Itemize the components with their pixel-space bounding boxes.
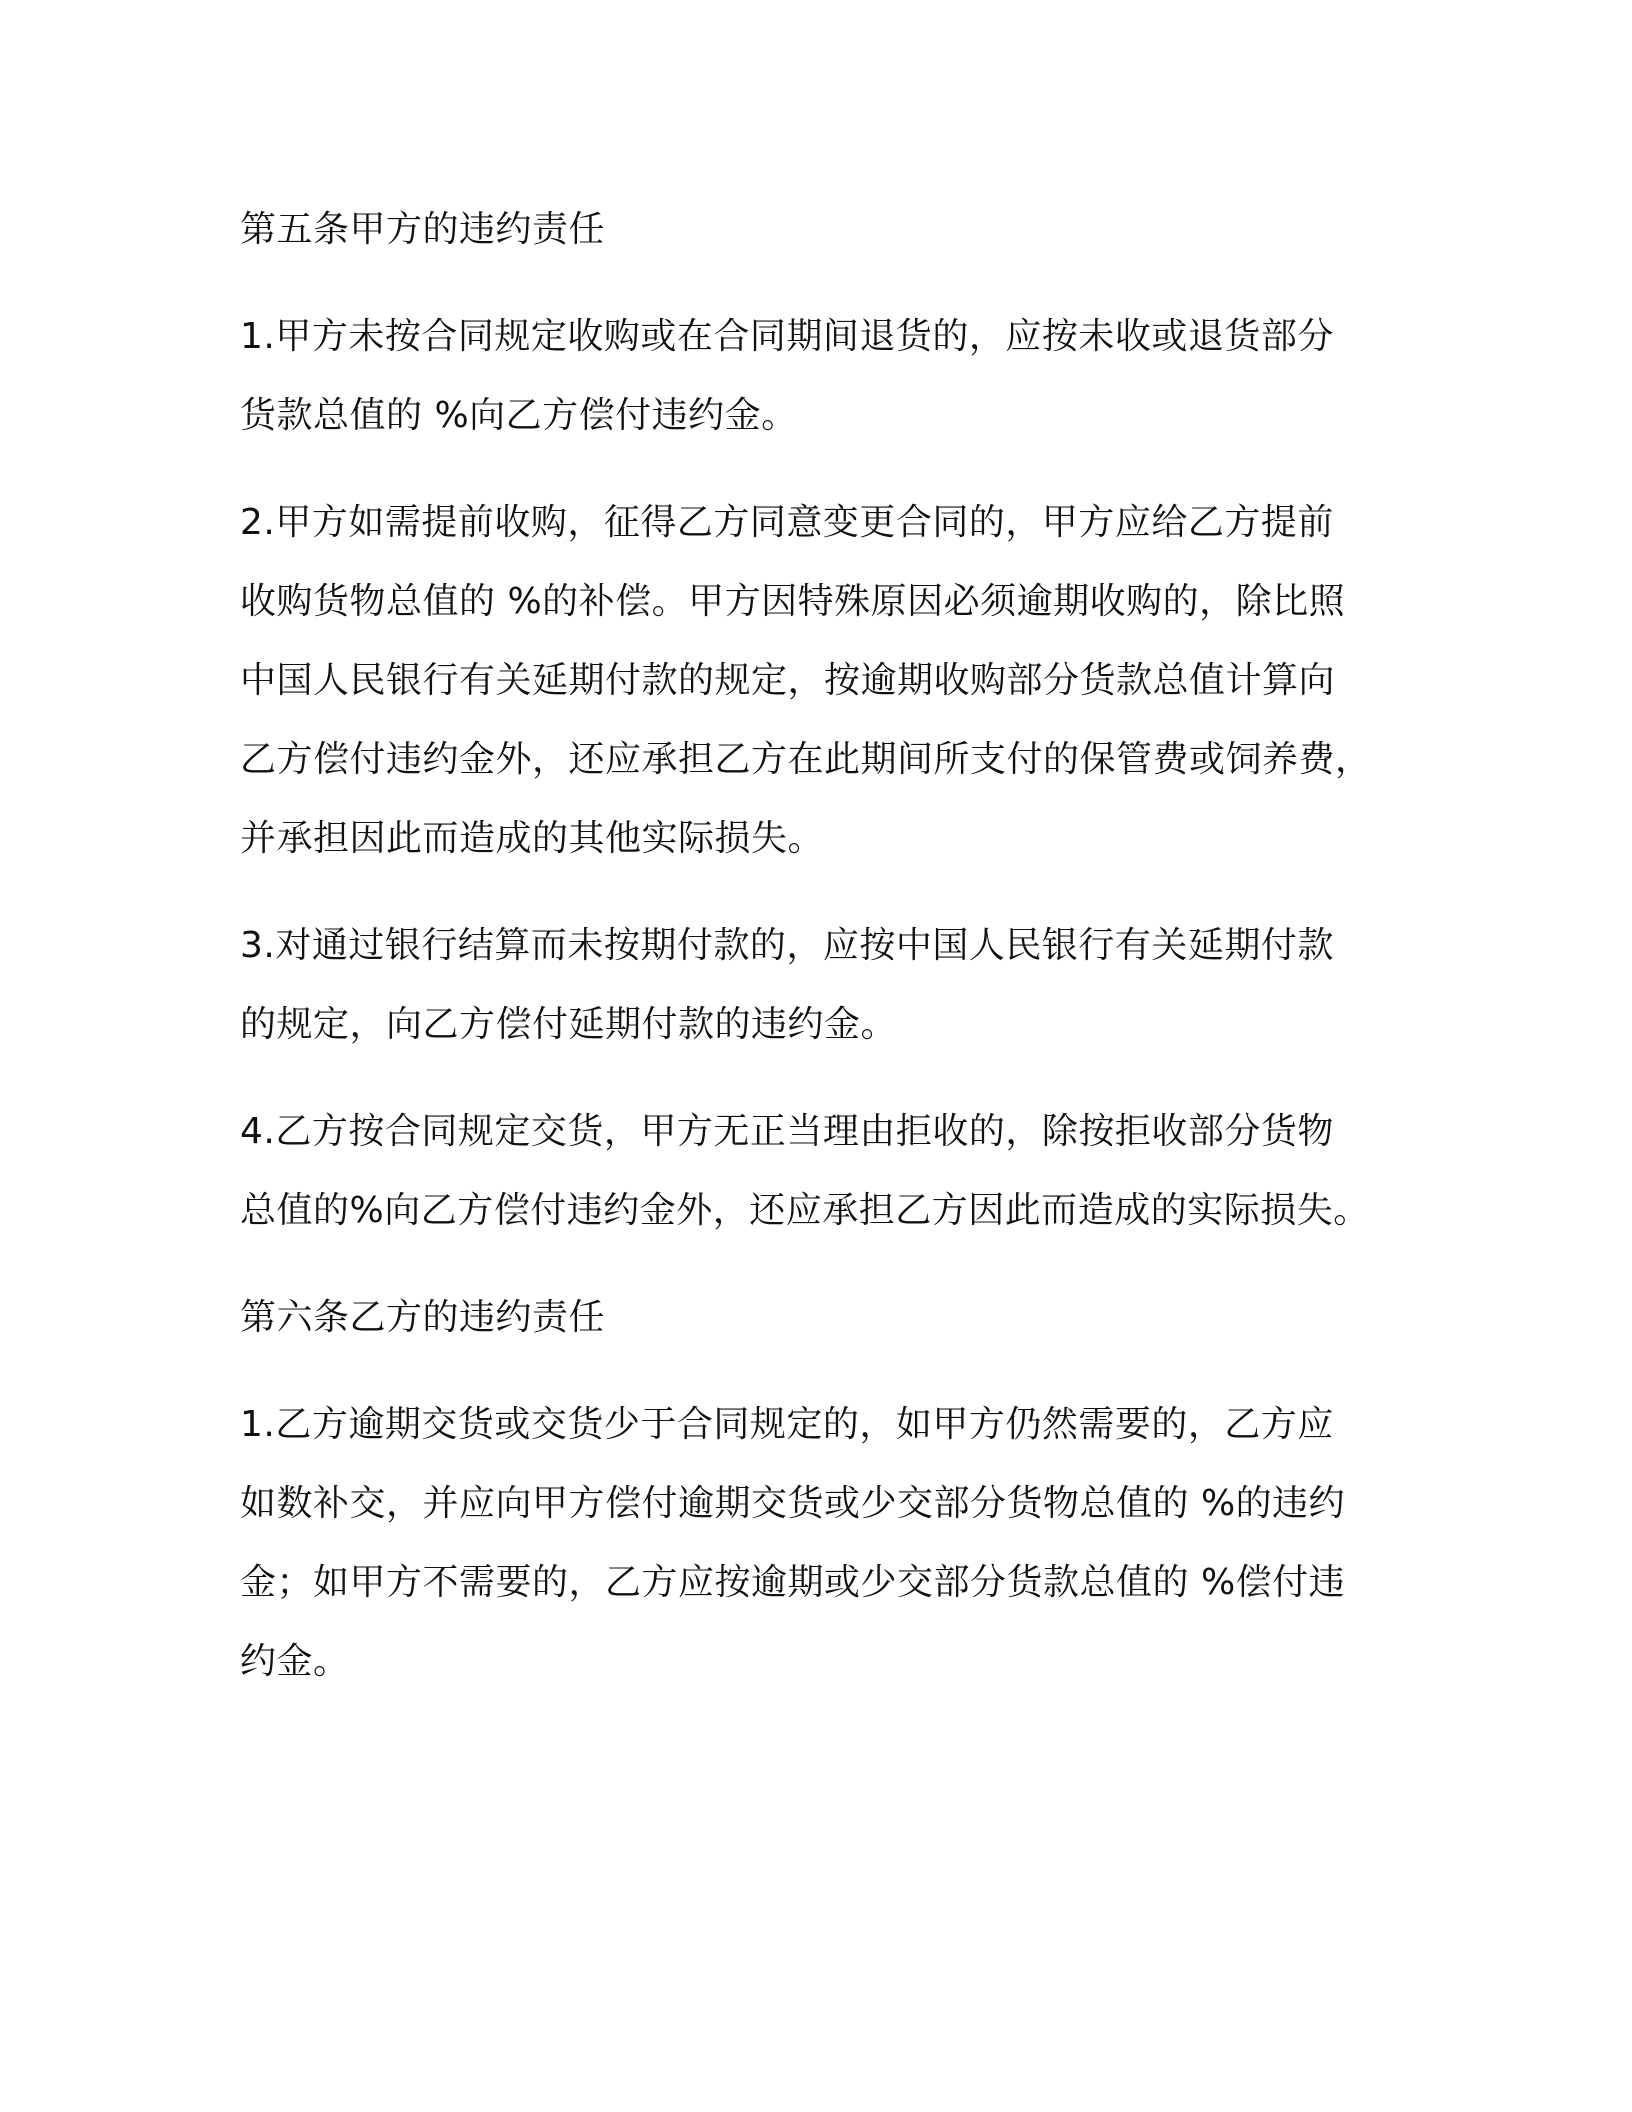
paragraph-line: 货款总值的 %向乙方偿付违约金。 xyxy=(240,395,798,436)
section-6-heading xyxy=(240,1278,1380,1357)
paragraph-line: 收购货物总值的 %的补偿。甲方因特殊原因必须逾期收购的，除比照 xyxy=(240,581,1346,622)
spacer xyxy=(240,455,1380,483)
section-5-item-3 xyxy=(240,906,1380,1064)
spacer xyxy=(240,1064,1380,1092)
paragraph-line: 金；如甲方不需要的，乙方应按逾期或少交部分货款总值的 %偿付违 xyxy=(240,1562,1346,1603)
section-6-item-1 xyxy=(240,1385,1380,1701)
spacer xyxy=(240,878,1380,906)
section-5-heading xyxy=(240,190,1380,269)
section-5-item-2 xyxy=(240,483,1380,878)
paragraph-line: 约金。 xyxy=(240,1641,350,1682)
paragraph-line: 中国人民银行有关延期付款的规定，按逾期收购部分货款总值计算向 xyxy=(240,660,1336,701)
document-page xyxy=(240,190,1380,1701)
paragraph-line: 总值的%向乙方偿付违约金外，还应承担乙方因此而造成的实际损失。 xyxy=(240,1190,1370,1231)
paragraph-line: 如数补交，并应向甲方偿付逾期交货或少交部分货物总值的 %的违约 xyxy=(240,1483,1346,1524)
section-5-item-1 xyxy=(240,297,1380,455)
paragraph-line: 1.乙方逾期交货或交货少于合同规定的，如甲方仍然需要的，乙方应 xyxy=(240,1404,1334,1445)
paragraph-line: 并承担因此而造成的其他实际损失。 xyxy=(240,818,825,859)
heading-text: 第六条乙方的违约责任 xyxy=(240,1297,606,1338)
paragraph-line: 3.对通过银行结算而未按期付款的，应按中国人民银行有关延期付款 xyxy=(240,925,1334,966)
paragraph-line: 1.甲方未按合同规定收购或在合同期间退货的，应按未收或退货部分 xyxy=(240,316,1334,357)
paragraph-line: 乙方偿付违约金外，还应承担乙方在此期间所支付的保管费或饲养费， xyxy=(240,739,1372,780)
spacer xyxy=(240,1250,1380,1278)
heading-text: 第五条甲方的违约责任 xyxy=(240,209,606,250)
paragraph-line: 2.甲方如需提前收购，征得乙方同意变更合同的，甲方应给乙方提前 xyxy=(240,502,1334,543)
spacer xyxy=(240,1357,1380,1385)
spacer xyxy=(240,269,1380,297)
section-5-item-4 xyxy=(240,1092,1380,1250)
paragraph-line: 4.乙方按合同规定交货，甲方无正当理由拒收的，除按拒收部分货物 xyxy=(240,1111,1334,1152)
paragraph-line: 的规定，向乙方偿付延期付款的违约金。 xyxy=(240,1004,898,1045)
